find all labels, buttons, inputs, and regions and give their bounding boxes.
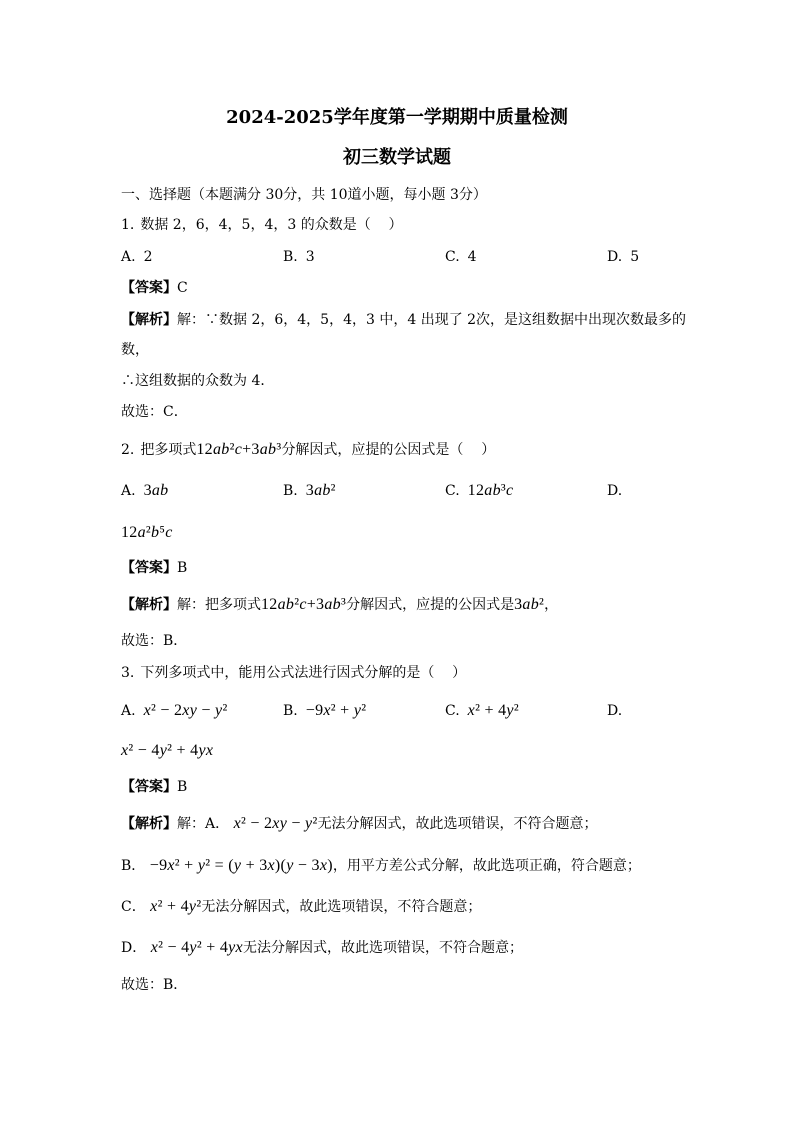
math-variable: x (167, 857, 175, 874)
option-value: 3ab (143, 482, 169, 499)
option-b (283, 247, 445, 267)
analysis-text: 解：∵数据 2，6，4，5，4，3 中，4 出现了 2次，是这组数据中出现次数最多的 (177, 312, 687, 328)
exam-title: 2024-2025学年度第一学期期中质量检测 (226, 107, 568, 128)
question-text-end: 分解因式，应提的公因式是（ ） (281, 442, 496, 458)
option-b (283, 481, 445, 501)
option-letter: C. (445, 703, 460, 719)
math-variable: yx (228, 939, 243, 956)
math-variable: b (151, 524, 160, 541)
option-value: 5 (630, 249, 640, 265)
math-variable: y (353, 702, 362, 719)
analysis-tag: 【解析】 (121, 597, 177, 613)
math-variable: ab (151, 482, 169, 499)
analysis-text: 解：把多项式 (177, 597, 261, 613)
math-variable: xy (272, 815, 288, 832)
math-variable: c (165, 524, 173, 541)
question-number: 2. (121, 442, 135, 458)
analysis-tag: 【解析】 (121, 816, 177, 832)
math-variable: c (506, 482, 514, 499)
option-letter: B. (283, 249, 298, 265)
analysis-text: 无法分解因式，故此选项错误，不符合题意； (317, 816, 598, 832)
math-variable: ab (277, 596, 295, 613)
math-variable: y (305, 815, 313, 832)
question-formula: 12ab²c+3ab³ (196, 441, 282, 458)
math-variable: y (188, 898, 197, 915)
question-text: 下列多项式中，能用公式法进行因式分解的是（ ） (140, 665, 467, 681)
math-variable: ab (324, 596, 341, 613)
math-variable: a (137, 524, 146, 541)
question-3-analysis-d (121, 938, 523, 958)
question-3-stem (121, 663, 466, 683)
analysis-prefix: D． (121, 940, 151, 956)
answer-value: B (177, 560, 188, 576)
math-variable: x (121, 742, 129, 759)
answer-tag: 【答案】 (121, 779, 177, 795)
option-value: 3ab² (305, 482, 336, 499)
option-value: 3 (305, 249, 315, 265)
option-value: x² + 4y² (467, 702, 519, 719)
question-1-stem (121, 215, 403, 235)
math-variable: yx (198, 742, 214, 759)
question-2-answer (121, 558, 187, 578)
option-letter: A. (121, 703, 136, 719)
math-variable: xy (182, 702, 198, 719)
option-value: −9x² + y² (305, 702, 367, 719)
option-value: 4 (467, 249, 477, 265)
option-letter: B. (283, 483, 298, 499)
option-d (607, 701, 769, 721)
option-value: x² − 4y² + 4yx (121, 742, 214, 759)
question-1-answer (121, 278, 188, 298)
question-1-analysis-therefore: ∴这组数据的众数为 4． (121, 373, 275, 389)
option-letter: A. (121, 249, 136, 265)
answer-value: B (177, 779, 188, 795)
option-value: 2 (143, 249, 153, 265)
math-variable: y (159, 742, 168, 759)
option-letter: C. (445, 483, 460, 499)
option-letter: A. (121, 483, 136, 499)
option-letter: D. (607, 703, 623, 719)
analysis-formula: x² + 4y² (150, 898, 202, 915)
question-text: 把多项式 (140, 442, 197, 458)
question-1-conclusion: 故选：C． (121, 404, 188, 420)
analysis-prefix: 解：A． (177, 816, 234, 832)
option-letter: C. (445, 249, 460, 265)
math-variable: ab (259, 441, 277, 458)
question-3-analysis-b (121, 856, 641, 876)
question-1-analysis-continued: 数， (121, 342, 149, 358)
question-2-conclusion: 故选：B． (121, 633, 188, 649)
analysis-formula: x² − 4y² + 4yx (150, 939, 243, 956)
analysis-prefix: B． (121, 858, 150, 874)
exam-subtitle: 初三数学试题 (343, 147, 451, 168)
math-variable: x (233, 815, 241, 832)
question-number: 3. (121, 665, 135, 681)
option-value: 12a²b⁵c (121, 524, 173, 541)
math-variable: ab (212, 441, 230, 458)
analysis-text: ，用平方差公式分解，故此选项正确，符合题意； (332, 858, 641, 874)
question-number: 1. (121, 217, 135, 233)
math-variable: x (319, 857, 328, 874)
question-2-option-d-value (121, 523, 173, 543)
option-c (445, 701, 607, 721)
math-variable: y (286, 857, 294, 874)
math-variable: x (467, 702, 476, 719)
option-letter: D. (607, 249, 623, 265)
analysis-tag: 【解析】 (121, 312, 177, 328)
option-letter: B. (283, 703, 298, 719)
question-text: 数据 2，6，4，5，4，3 的众数是（ ） (140, 217, 403, 233)
option-a (121, 481, 283, 501)
section-heading: 一、选择题（本题满分 30分，共 10道小题，每小题 3分） (121, 187, 487, 203)
math-variable: y (197, 857, 206, 874)
math-variable: y (506, 702, 514, 719)
math-variable: x (267, 857, 275, 874)
analysis-formula: x² − 2xy − y² (233, 815, 318, 832)
math-variable: x (150, 898, 158, 915)
option-value: x² − 2xy − y² (143, 702, 228, 719)
option-letter: D. (607, 483, 623, 499)
option-c (445, 247, 607, 267)
question-3-options (121, 701, 769, 721)
option-d (607, 247, 769, 267)
analysis-text: 无法分解因式，故此选项错误，不符合题意； (201, 899, 482, 915)
math-variable: ab (484, 482, 501, 499)
question-3-answer (121, 777, 187, 797)
analysis-formula: 12ab²c+3ab³ (261, 596, 347, 613)
question-2-analysis (121, 595, 558, 615)
analysis-formula: 3ab² (514, 596, 545, 613)
option-value: 12ab³c (467, 482, 514, 499)
option-d (607, 481, 769, 501)
question-3-conclusion: 故选：B． (121, 977, 188, 993)
answer-tag: 【答案】 (121, 560, 177, 576)
math-variable: x (323, 702, 331, 719)
analysis-text: ， (544, 597, 559, 613)
math-variable: x (150, 939, 159, 956)
question-1-analysis (121, 310, 686, 330)
math-variable: ab (522, 596, 539, 613)
answer-tag: 【答案】 (121, 280, 177, 296)
analysis-text: 分解因式，应提的公因式是 (346, 597, 515, 613)
math-variable: ab (314, 482, 331, 499)
math-variable: c (299, 596, 307, 613)
math-variable: y (189, 939, 197, 956)
question-3-option-d-value (121, 741, 213, 761)
question-3-analysis-a (121, 814, 598, 834)
option-c (445, 481, 607, 501)
answer-value: C (177, 280, 188, 296)
option-a (121, 247, 283, 267)
question-2-options (121, 481, 769, 501)
math-variable: y (233, 857, 242, 874)
math-variable: y (215, 702, 223, 719)
analysis-formula: −9x² + y² = (y + 3x)(y − 3x) (149, 857, 333, 874)
question-2-stem (121, 440, 495, 460)
analysis-text: 无法分解因式，故此选项错误，不符合题意； (242, 940, 523, 956)
question-3-analysis-c (121, 897, 481, 917)
question-1-options (121, 247, 769, 267)
math-variable: x (143, 702, 151, 719)
math-variable: c (234, 441, 243, 458)
option-a (121, 701, 283, 721)
analysis-prefix: C． (121, 899, 151, 915)
option-b (283, 701, 445, 721)
